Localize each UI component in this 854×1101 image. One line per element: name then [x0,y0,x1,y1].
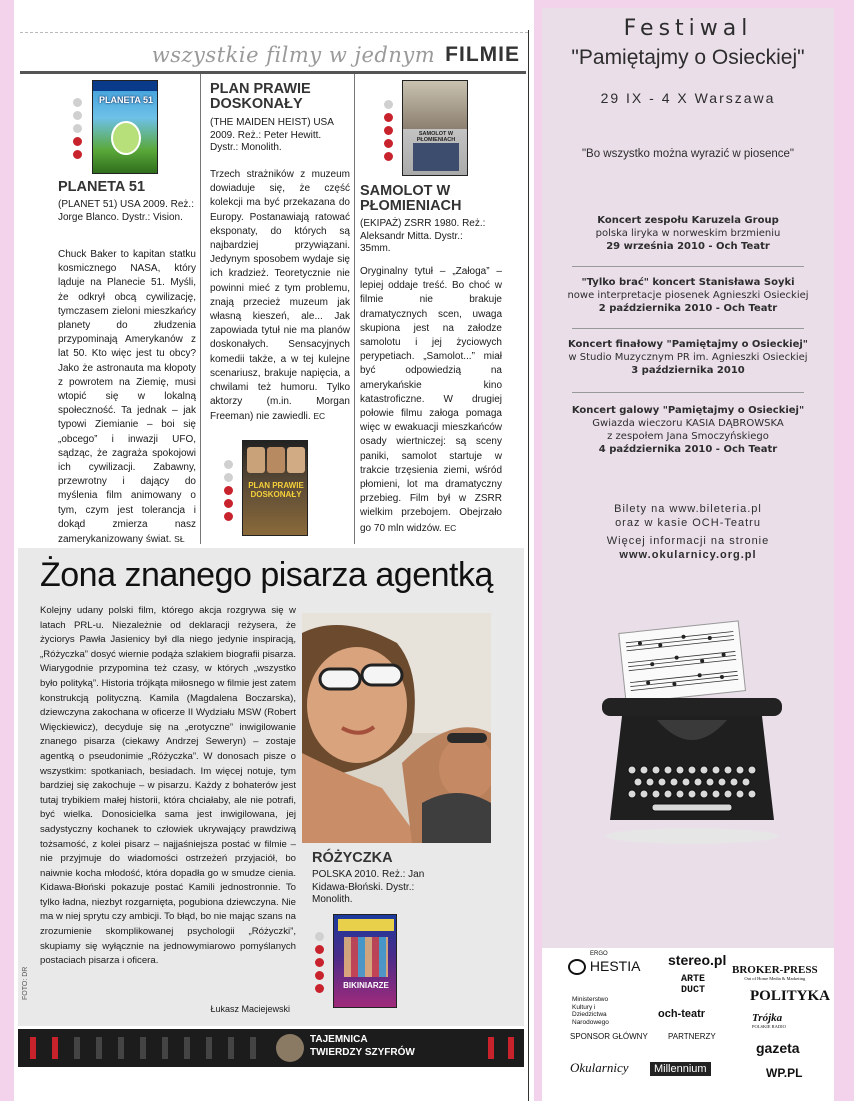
feature-body: Kolejny udany polski film, którego akcja rozgrywa się w latach PRL-u. Niezależnie od deklaracji reżysera, że życiorys Pawła Jasienicy był dla niego jedynie inspiracją, „Różyczka” dosyć wiernie podąża szlakiem biografii pisarza. Wiarygodnie przypomina też czasy, w których „wszystko było polityką”. Historia trójkąta miłosnego w filmie jest zatem konstrukcją polityczną. Kamila (Magdalena Boczarska), dziewczyna zakochana w oficerze II Wydziału MSW (Robert Więckiewicz), decyduje się na „erotyczne” inwigilowanie znanego pisarza (ciekawy Andrzej Seweryn) – zostaje agentką o pseudonimie „Różyczka”. W donosach pisze o wszystkim: spotkaniach, besiadach. Im więcej notuje, tym bardziej się zakochuje – w pisarzu. Każdy z bohaterów jest tutaj trybikiem małej historii, która chciałaby, ale nie potrafi, być wielka. Donosicielka sama jest inwigilowana, jej sadystyczny kochanek to człowiek ukrywający prawdziwą tożsamość, z kolei pisarz – najjaśniejsza postać w filmie – nie przyjmuje do wiadomości ostrzeżeń przyjaciół, bo naiwnie kocha młodość, która dopadła go w smudze cienia. Kidawa-Błoński pokazuje postać Kamili jednostronnie. To tylko ładna, niezbyt rozgarnięta, pogubiona dziewczyna. Nie ma w niej sprytu czy ambicji. To błąd, bo nie mając szans na zrozumienie skomplikowanej psychologii „Różyczki”, skupiamy się wyłącznie na jednowymiarowo pomyślanych postaciach pisarza i oficera. [40,605,296,967]
section-name: FILMIE [445,42,520,66]
film-still-image [302,613,491,843]
rating-dot [224,512,233,521]
advert-title-2: "Pamiętajmy o Osieckiej" [571,46,805,69]
rating-dot [384,152,393,161]
logo-broker-press: BROKER-PRESS Out of Home Media & Marketing [732,964,818,981]
rating-dot [224,499,233,508]
logo-och-teatr: och-teatr [658,1008,706,1020]
rating-dot [315,984,324,993]
feature-film-title: RÓŻYCZKA [312,850,393,866]
section-script-text: wszystkie filmy w jednym [151,42,436,67]
dvd-cover-plan-prawie-doskonaly [242,440,308,536]
advert-dates: 29 IX - 4 X Warszawa [600,90,776,106]
advert-separator [572,266,804,267]
feature-headline: Żona znanego pisarza agentką [40,556,493,594]
rating-dot [73,150,82,159]
sponsor-main-label: SPONSOR GŁÓWNY [570,1032,648,1041]
rating-dot [315,932,324,941]
advert-quote: "Bo wszystko można wyrazić w piosence" [581,148,795,160]
film-still-photo [302,613,491,843]
section-header [20,38,526,74]
film-body: Chuck Baker to kapitan statku kosmicznego NASA, który ląduje na Planecie 51. Myśli, że odkrył obcą cywilizację, tymczasem zieloni mieszkańcy planety do złudzenia przypominają Amerykanów z lat 50. Kto więc jest tu obcy? Jako że astronauta ma kłopoty z powrotem na Ziemię, musi wtopić się w lokalną społeczność. Ta jednak – jak typowi Ziemianie – boi się „obcego” i inwazji UFO, sądząc, że zagraża spokojowi ich cywilizacji. Zabawny, przewrotny i dający do myślenia film animowany o tym, czym jest tolerancja i dokąd zmierza nasz zamerykanizowany świat. SŁ [58,249,196,546]
partners-label: PARTNERZY [668,1032,716,1041]
rating-dot [384,113,393,122]
film-body: Oryginalny tytuł – „Załoga” – lepiej oddaje treść. Bo choć w filmie nie brakuje dramatycznych scen, uwaga skupiona jest na załodze samolotu i jej życiowych perypetiach. „Samolot...” miał być odpowiedzią na amerykańskie kino katastroficzne. W drugiej połowie filmu załoga pomaga więc w ewakuacji mieszkańców osady wiertniczej: są sceny paniki, samolot startuje w trakcie trzęsienia ziemi, wśród płomieni, lot ma dramatyczny przebieg. Film był w ZSRR wielkim przebojem. Obejrzało go 70 mln widzów. EC [360,266,502,534]
logo-stereo: stereo.pl [668,952,727,968]
column-divider [528,30,529,1101]
advert-separator [572,392,804,393]
rating-dot [224,486,233,495]
logo-polityka: POLITYKA [750,988,831,1004]
logo-okularnicy: Okularnicy [570,1060,629,1075]
rating-dot [224,473,233,482]
logo-wp: WP.PL [766,1066,803,1080]
bottom-bar-text: TAJEMNICA TWIERDZY SZYFRÓW [310,1034,415,1058]
author-initials: EC [313,411,326,422]
film-title: SAMOLOT W PŁOMIENIACH [360,183,462,214]
feature-film-meta: POLSKA 2010. Reż.: Jan Kidawa-Błoński. Dystr.: Monolith. [312,869,425,905]
rating-dot [315,958,324,967]
logo-ministry: Ministerstwo Kultury i Dziedzictwa Narodowego [572,996,609,1026]
typewriter-illustration [602,620,782,850]
rating-dot [384,126,393,135]
cover-title: PLANETA 51 [98,95,153,105]
rating-dot [384,139,393,148]
column-divider [200,74,201,544]
film-title: PLAN PRAWIE DOSKONAŁY [210,81,311,112]
film-title: PLANETA 51 [58,179,146,195]
rating-dot [73,111,82,120]
rating-dot [73,137,82,146]
advert-tickets: Bilety na www.bileteria.pl oraz w kasie OCH-Teatru [614,503,762,529]
rating-dot [73,124,82,133]
cover-title: BIKINIARZE [343,981,389,990]
dvd-cover-bikiniarze [333,914,397,1008]
advert-title-1: Festiwal [623,16,753,41]
author-initials: EC [444,522,457,533]
film-body: Trzech strażników z muzeum dowiaduje się, że część kolekcji ma być przekazana do Europy. Postanawiają ratować eksponaty, do których są najbardziej przywiązani. Jedynym sposobem wydaje się ich kradzież. Teoretycznie nie powinni mieć z tym problemu, znają przecież muzeum jak własną kieszeń, ale... Jak zapowiada tytuł nie ma planów doskonałych. Sensacyjnych komedii także, a w tej kulejne scenariusz, brakuje napięcia, a chwilami też humoru. Tylko aktorzy (m.in. Morgan Freeman) nie zawiedli. EC [210,169,350,423]
header-rule [20,32,528,33]
author-initials: SŁ [174,534,185,545]
logo-arteduct: ARTE DUCT [680,974,705,996]
film-meta: (THE MAIDEN HEIST) USA 2009. Reż.: Peter Hewitt. Dystr.: Monolith. [210,117,334,153]
film-meta: (EKIPAŻ) ZSRR 1980. Reż.: Aleksandr Mitta. Dystr.: 35mm. [360,218,486,254]
festival-advert [542,8,834,1101]
photo-credit: FOTO: DR [22,966,29,1000]
rating-dot [315,971,324,980]
logo-gazeta: gazeta [756,1040,800,1056]
film-meta: (PLANET 51) USA 2009. Reż.: Jorge Blanco. Dystr.: Vision. [58,199,194,223]
event-3: Koncert finałowy "Pamiętajmy o Osieckiej" w Studio Muzycznym PR im. Agnieszki Osieckiej 3 października 2010 [567,339,809,376]
logo-millennium: Millennium [650,1062,711,1076]
logo-trojka: Trójka POLSKIE RADIO [752,1012,786,1029]
cover-title: SAMOLOT W PŁOMIENIACH [416,131,456,143]
rating-dot [224,460,233,469]
advert-separator [572,328,804,329]
event-4: Koncert galowy "Pamiętajmy o Osieckiej" Gwiazda wieczoru KASIA DĄBROWSKA z zespołem Jana Smoczyńskiego 4 października 2010 - Och Teatr [571,405,805,455]
rating-dot [73,98,82,107]
cover-title: PLAN PRAWIE DOSKONAŁY [248,481,304,499]
logo-ergo-hestia: ERGO HESTIA [568,958,640,975]
event-2: "Tylko brać" koncert Stanisława Soyki nowe interpretacje piosenek Agnieszki Osieckiej 2 października 2010 - Och Teatr [567,277,809,314]
filmstrip-pattern [18,1029,524,1067]
advert-info: Więcej informacji na stronie www.okularnicy.org.pl [606,535,770,561]
dvd-cover-planeta-51 [92,80,158,174]
feature-author: Łukasz Maciejewski [210,1004,290,1014]
bottom-film-bar [18,1029,524,1067]
rating-dot [315,945,324,954]
rating-dot [384,100,393,109]
column-divider [354,74,355,544]
event-1: Koncert zespołu Karuzela Group polska liryka w norweskim brzmieniu 29 września 2010 - Och Teatr [595,215,781,252]
dvd-cover-samolot-w-plomieniach [402,80,468,176]
